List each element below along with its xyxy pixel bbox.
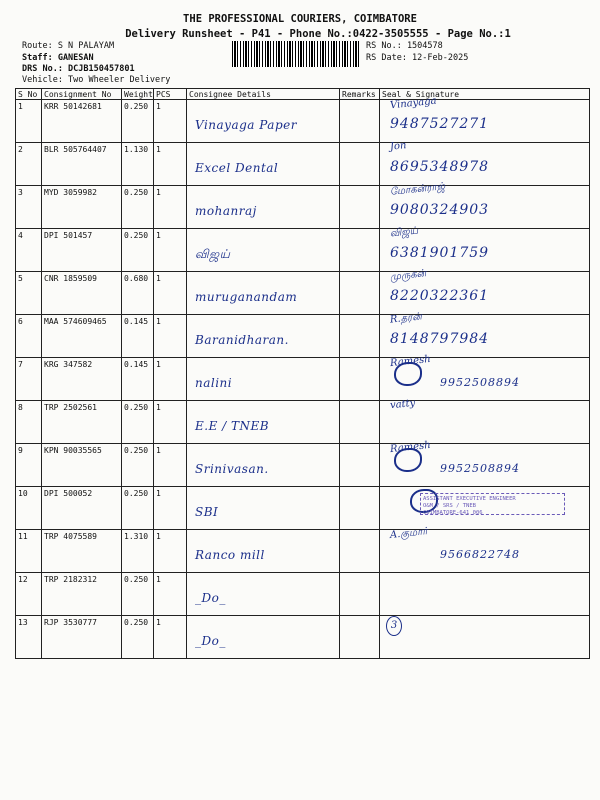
table-row [16, 444, 590, 487]
cell-consignee [187, 186, 340, 229]
cell-remarks [340, 100, 380, 143]
cell-weight: 1.130 [122, 143, 154, 186]
cell-consignment-no: KRG 347582 [42, 358, 122, 401]
col-consignment: Consignment No [42, 89, 122, 100]
signature-handwriting: Jon [389, 140, 408, 153]
cell-remarks [340, 143, 380, 186]
cell-remarks [340, 487, 380, 530]
cell-sno: 10 [16, 487, 42, 530]
phone-handwriting: 6381901759 [390, 245, 490, 261]
consignee-handwriting: Srinivasan. [195, 462, 269, 476]
cell-pcs: 1 [154, 573, 187, 616]
consignee-handwriting: Vinayaga Paper [195, 118, 297, 132]
consignee-handwriting: Excel Dental [195, 161, 279, 175]
cell-consignment-no: TRP 4075589 [42, 530, 122, 573]
vehicle-label: Vehicle: Two Wheeler Delivery [22, 75, 171, 85]
stamp-line: O&M / SRS / TNEB [423, 503, 476, 509]
cell-sno: 2 [16, 143, 42, 186]
cell-sno: 7 [16, 358, 42, 401]
cell-sno: 13 [16, 616, 42, 659]
cell-consignment-no: TRP 2182312 [42, 573, 122, 616]
signature-handwriting: vatty [389, 397, 416, 412]
signature-scribble [394, 448, 422, 472]
cell-pcs: 1 [154, 229, 187, 272]
phone-handwriting: 9080324903 [390, 202, 490, 218]
cell-sno: 1 [16, 100, 42, 143]
cell-consignee [187, 530, 340, 573]
cell-remarks [340, 616, 380, 659]
cell-seal-signature [380, 439, 590, 487]
table-header-row [16, 89, 590, 100]
cell-seal-signature [380, 397, 590, 444]
signature-handwriting: Ramesh [389, 439, 432, 456]
cell-consignment-no: TRP 2502561 [42, 401, 122, 444]
cell-consignment-no: KPN 90035565 [42, 444, 122, 487]
cell-weight: 0.145 [122, 315, 154, 358]
cell-remarks [340, 401, 380, 444]
col-remarks: Remarks [340, 89, 380, 100]
table-row [16, 315, 590, 358]
phone-handwriting: 9566822748 [440, 548, 520, 561]
signature-handwriting: விஜய் [389, 225, 419, 240]
cell-remarks [340, 573, 380, 616]
rs-number: RS No.: 1504578 [366, 41, 443, 51]
signature-handwriting: A.குமார் [389, 526, 429, 541]
cell-consignee [187, 401, 340, 444]
cell-sno: 8 [16, 401, 42, 444]
signature-handwriting: Vinayaga [389, 95, 438, 112]
cell-weight: 0.250 [122, 229, 154, 272]
cell-seal-signature [380, 140, 590, 186]
consignee-handwriting: விஜய் [195, 247, 231, 261]
table-row [16, 186, 590, 229]
cell-sno: 6 [16, 315, 42, 358]
cell-weight: 0.250 [122, 573, 154, 616]
cell-remarks [340, 272, 380, 315]
col-weight: Weight [122, 89, 154, 100]
phone-handwriting: 8148797984 [390, 331, 490, 347]
cell-consignment-no: KRR 50142681 [42, 100, 122, 143]
stamp-line: ASSISTANT EXECUTIVE ENGINEER [423, 496, 516, 502]
consignee-handwriting: muruganandam [195, 290, 298, 304]
cell-remarks [340, 444, 380, 487]
cell-remarks [340, 358, 380, 401]
phone-handwriting: 8695348978 [390, 159, 490, 175]
cell-seal-signature [380, 616, 590, 659]
cell-remarks [340, 229, 380, 272]
circled-number: 3 [386, 616, 402, 636]
cell-weight: 0.250 [122, 616, 154, 659]
consignee-handwriting: Baranidharan. [195, 333, 289, 347]
drs-label: DRS No.: DCJB150457801 [22, 64, 135, 74]
cell-pcs: 1 [154, 616, 187, 659]
route-label: Route: S N PALAYAM [22, 41, 115, 51]
cell-pcs: 1 [154, 444, 187, 487]
cell-weight: 0.250 [122, 100, 154, 143]
cell-remarks [340, 186, 380, 229]
cell-pcs: 1 [154, 315, 187, 358]
consignee-handwriting: Ranco mill [195, 548, 265, 562]
cell-consignment-no: BLR 505764407 [42, 143, 122, 186]
table-row [16, 229, 590, 272]
cell-pcs: 1 [154, 530, 187, 573]
cell-remarks [340, 530, 380, 573]
cell-weight: 0.250 [122, 487, 154, 530]
cell-seal-signature [380, 353, 590, 401]
signature-handwriting: Ramesh [389, 353, 432, 370]
cell-seal-signature [380, 487, 590, 530]
phone-handwriting: 9952508894 [440, 376, 520, 389]
cell-sno: 4 [16, 229, 42, 272]
staff-label: Staff: GANESAN [22, 53, 94, 63]
rs-date: RS Date: 12-Feb-2025 [366, 53, 469, 63]
cell-consignee [187, 229, 340, 272]
table-row [16, 401, 590, 444]
table-row [16, 530, 590, 573]
phone-handwriting: 9487527271 [390, 116, 490, 132]
cell-consignee [187, 444, 340, 487]
cell-consignment-no: MAA 574609465 [42, 315, 122, 358]
consignee-handwriting: mohanraj [195, 204, 257, 218]
cell-consignment-no: RJP 3530777 [42, 616, 122, 659]
cell-seal-signature [380, 95, 590, 143]
cell-weight: 0.250 [122, 401, 154, 444]
cell-pcs: 1 [154, 186, 187, 229]
cell-remarks [340, 315, 380, 358]
cell-seal-signature [380, 526, 590, 573]
cell-sno: 12 [16, 573, 42, 616]
cell-consignee [187, 100, 340, 143]
company-title: THE PROFESSIONAL COURIERS, COIMBATORE [183, 13, 417, 25]
cell-pcs: 1 [154, 401, 187, 444]
cell-seal-signature [380, 573, 590, 616]
consignee-handwriting: SBI [195, 505, 219, 519]
table-row [16, 358, 590, 401]
consignee-handwriting: E.E / TNEB [195, 419, 270, 433]
signature-handwriting: முருகன் [389, 268, 427, 283]
runsheet-table [15, 88, 590, 659]
cell-consignment-no: DPI 500052 [42, 487, 122, 530]
col-seal-signature: Seal & Signature [380, 89, 590, 100]
cell-sno: 11 [16, 530, 42, 573]
cell-weight: 0.145 [122, 358, 154, 401]
phone-handwriting: 9952508894 [440, 462, 520, 475]
cell-seal-signature [380, 268, 590, 315]
phone-handwriting: 8220322361 [390, 288, 490, 304]
official-stamp [420, 493, 565, 515]
consignee-handwriting: _Do_ [195, 634, 226, 648]
consignee-handwriting: _Do_ [195, 591, 226, 605]
cell-pcs: 1 [154, 100, 187, 143]
table-row [16, 100, 590, 143]
signature-handwriting: மோகன்ராஜ் [389, 181, 446, 198]
cell-consignment-no: DPI 501457 [42, 229, 122, 272]
cell-weight: 0.680 [122, 272, 154, 315]
signature-handwriting: R.தரன் [389, 311, 423, 326]
cell-consignee [187, 487, 340, 530]
cell-consignment-no: MYD 3059982 [42, 186, 122, 229]
cell-consignee [187, 143, 340, 186]
stamp-line: COIMBATORE-641 006 [423, 510, 483, 516]
table-row [16, 616, 590, 659]
col-pcs: PCS [154, 89, 187, 100]
cell-sno: 5 [16, 272, 42, 315]
table-row [16, 272, 590, 315]
cell-seal-signature [380, 311, 590, 358]
cell-sno: 3 [16, 186, 42, 229]
cell-pcs: 1 [154, 358, 187, 401]
cell-seal-signature [380, 225, 590, 272]
cell-pcs: 1 [154, 487, 187, 530]
col-consignee: Consignee Details [187, 89, 340, 100]
table-row [16, 573, 590, 616]
table-row [16, 143, 590, 186]
signature-scribble [394, 362, 422, 386]
col-sno: S No [16, 89, 42, 100]
runsheet-subtitle: Delivery Runsheet - P41 - Phone No.:0422-3505555 - Page No.:1 [125, 28, 511, 40]
barcode [232, 41, 359, 67]
cell-consignee [187, 358, 340, 401]
cell-weight: 1.310 [122, 530, 154, 573]
cell-seal-signature [380, 181, 590, 229]
cell-consignment-no: CNR 1859509 [42, 272, 122, 315]
cell-consignee [187, 616, 340, 659]
cell-weight: 0.250 [122, 444, 154, 487]
table-row [16, 487, 590, 530]
cell-consignee [187, 573, 340, 616]
cell-consignee [187, 272, 340, 315]
cell-pcs: 1 [154, 143, 187, 186]
cell-pcs: 1 [154, 272, 187, 315]
cell-sno: 9 [16, 444, 42, 487]
cell-consignee [187, 315, 340, 358]
consignee-handwriting: nalini [195, 376, 233, 390]
cell-weight: 0.250 [122, 186, 154, 229]
